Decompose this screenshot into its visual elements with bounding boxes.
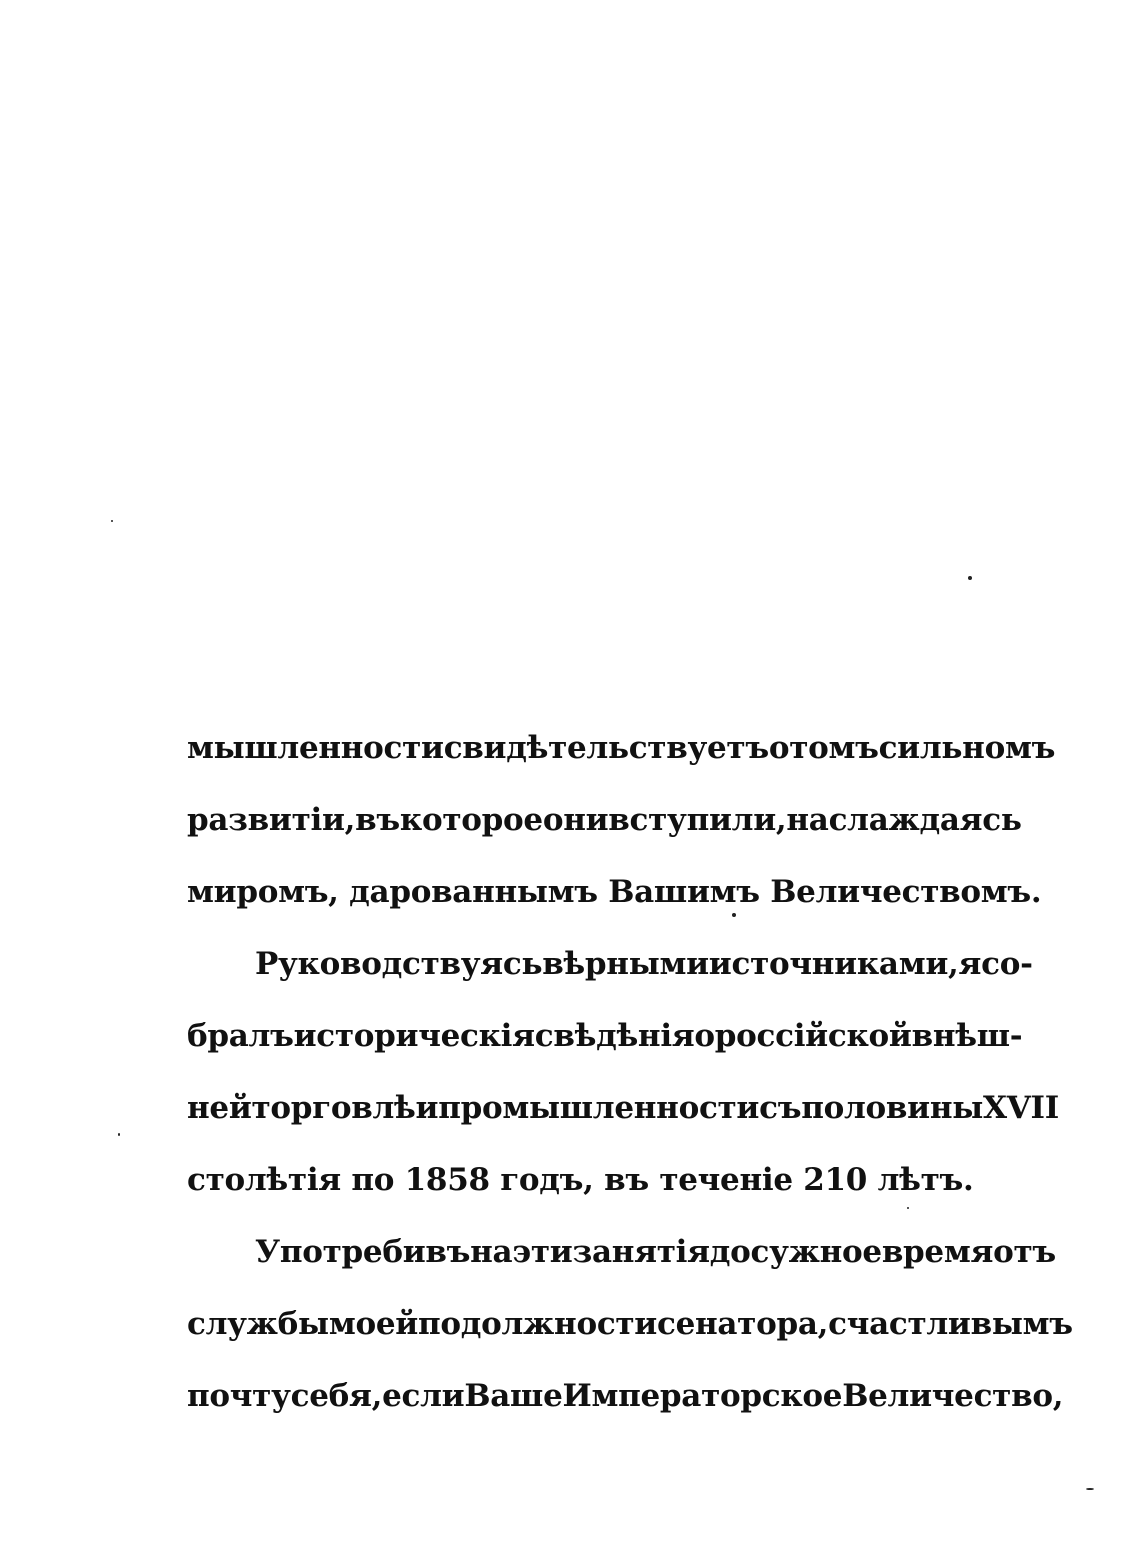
scan-speck (968, 576, 972, 580)
text-line: мышленности свидѣтельствуетъ о томъ сильномъ (187, 730, 1056, 766)
text-line: бралъ историческія свѣдѣнія о россійской внѣш- (187, 1018, 1023, 1054)
text-line: ней торговлѣ и промышленности съ половины XVII (187, 1090, 1059, 1126)
text-line: почту себя, если Ваше Императорское Величество, (187, 1378, 1064, 1414)
text-line: Употребивъ на эти занятія досужное время отъ (255, 1234, 1056, 1270)
scan-speck (907, 1207, 909, 1209)
text-line: столѣтія по 1858 годъ, въ теченіе 210 лѣтъ. (187, 1162, 974, 1198)
text-line: службы моей по должности сенатора, счастливымъ (187, 1306, 1073, 1342)
text-line: миромъ, дарованнымъ Вашимъ Величествомъ. (187, 874, 1042, 910)
scan-speck (1086, 1488, 1094, 1490)
scan-speck (732, 913, 736, 917)
body-text (187, 712, 1073, 1432)
scan-speck (111, 520, 113, 522)
scan-speck (118, 1133, 120, 1136)
text-line: развитіи, въ которое они вступили, наслаждаясь (187, 802, 1022, 838)
text-line: Руководствуясь вѣрными источниками, я со- (255, 946, 1033, 982)
